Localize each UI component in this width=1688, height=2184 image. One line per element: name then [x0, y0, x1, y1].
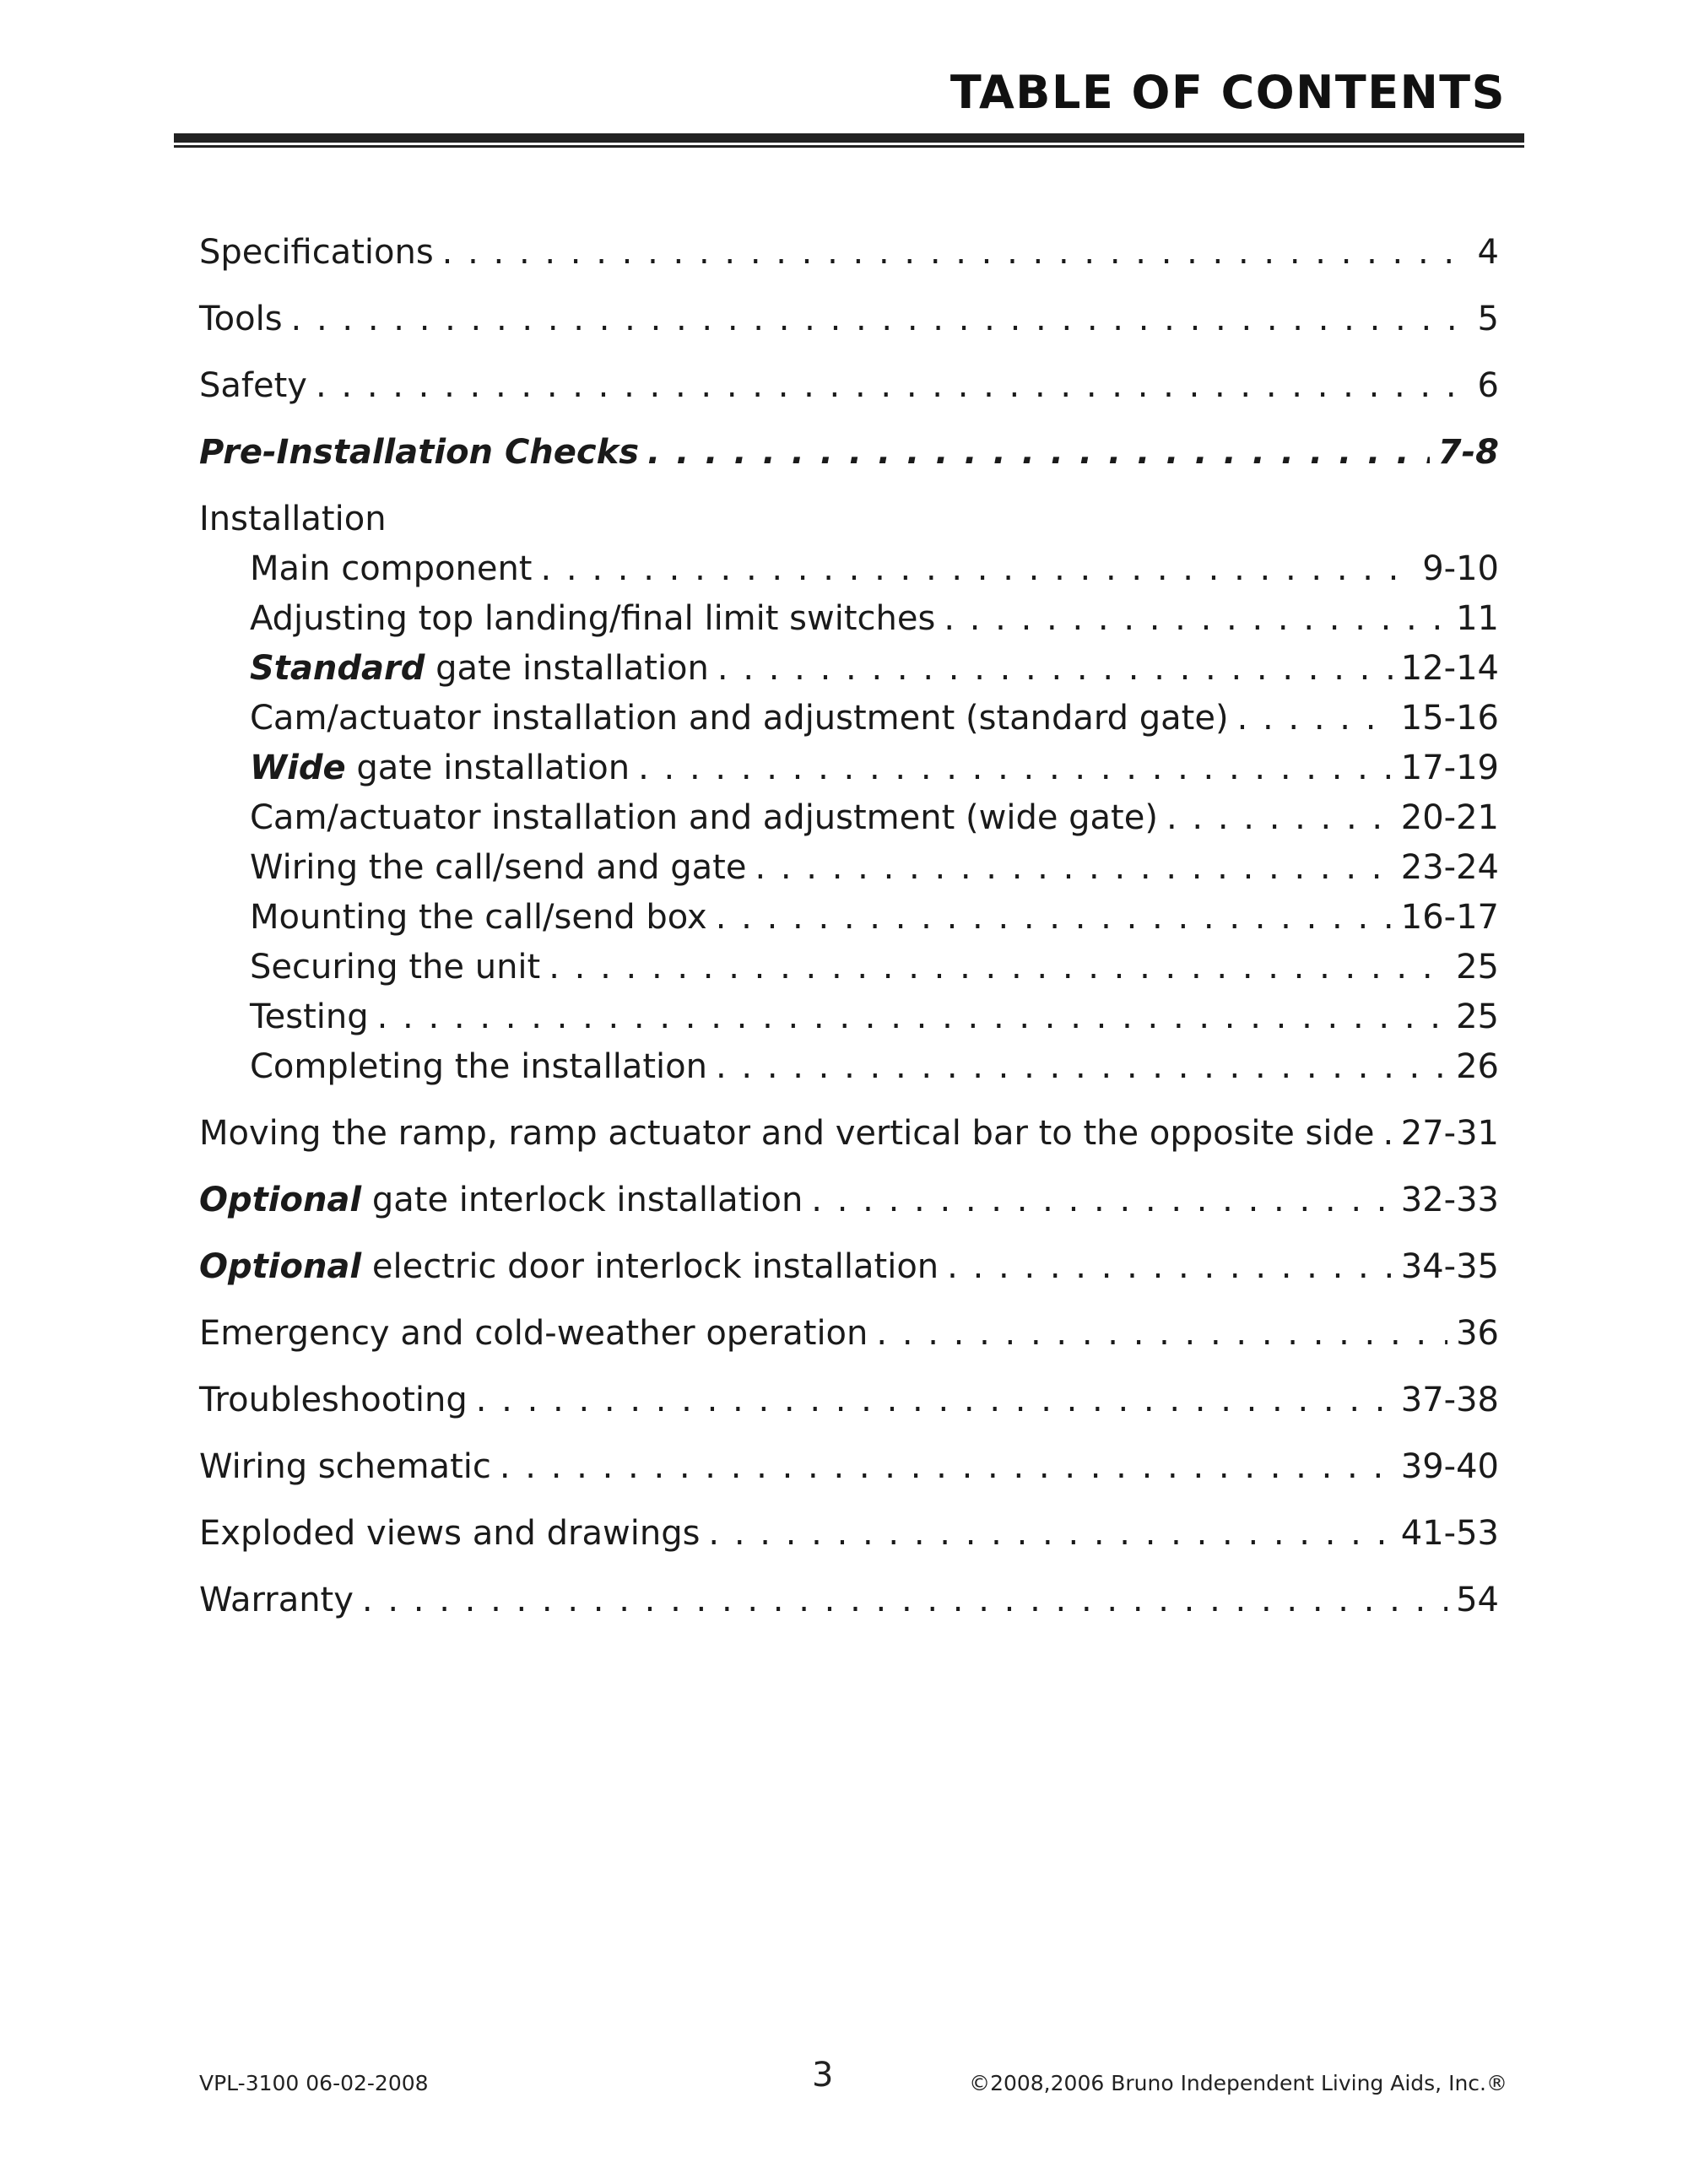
toc-entry-page: 9-10: [1422, 549, 1499, 588]
toc-entry-specifications[interactable]: [199, 233, 1499, 278]
toc-subentry[interactable]: [250, 798, 1499, 844]
toc-entry-label: Cam/actuator installation and adjustment (wide gate): [250, 798, 1158, 837]
toc-entry-page: 16-17: [1400, 898, 1499, 937]
page-title: TABLE OF CONTENTS: [950, 66, 1506, 119]
dot-leader: [876, 1314, 1447, 1353]
dot-leader: [362, 1581, 1447, 1619]
toc-entry-warranty[interactable]: [199, 1581, 1499, 1626]
toc-entry-label: Completing the installation: [250, 1047, 707, 1086]
toc-entry-label-text: gate installation: [356, 749, 630, 787]
footer-document-id: VPL-3100 06-02-2008: [199, 2071, 429, 2095]
toc-entry-optional-gate-interlock[interactable]: [199, 1181, 1499, 1226]
toc-entry-label: Exploded views and drawings: [199, 1514, 701, 1553]
toc-entry-label: Cam/actuator installation and adjustment (standard gate): [250, 699, 1229, 738]
toc-entry-page: 26: [1456, 1047, 1499, 1086]
toc-entry-exploded-views[interactable]: [199, 1514, 1499, 1560]
toc-entry-label: Wiring schematic: [199, 1447, 491, 1486]
toc-entry-pre-installation-checks[interactable]: [199, 433, 1499, 478]
toc-entry-page: 11: [1456, 599, 1499, 638]
dot-leader: [716, 898, 1393, 937]
dot-leader: [755, 848, 1392, 887]
dot-leader: [647, 433, 1430, 472]
toc-entry-tools[interactable]: [199, 300, 1499, 345]
toc-entry-label-text: gate installation: [436, 649, 709, 688]
toc-entry-label: Troubleshooting: [199, 1381, 468, 1419]
toc-entry-label: [199, 1247, 939, 1286]
toc-entry-page: 27-31: [1400, 1114, 1499, 1153]
toc-entry-page: 5: [1477, 300, 1499, 338]
toc-entry-label-text: electric door interlock installation: [371, 1247, 939, 1286]
toc-entry-page: 4: [1477, 233, 1499, 272]
toc-entry-page: 54: [1456, 1581, 1499, 1619]
toc-entry-label: Emergency and cold-weather operation: [199, 1314, 868, 1353]
toc-subentry[interactable]: [250, 699, 1499, 744]
toc-entry-label: Pre-Installation Checks: [199, 433, 640, 472]
dot-leader: [316, 366, 1469, 405]
footer-page-number: 3: [812, 2056, 834, 2095]
footer-copyright: ©2008,2006 Bruno Independent Living Aids, Inc.®: [969, 2071, 1507, 2095]
toc-subentry[interactable]: [250, 749, 1499, 794]
toc-entry-label: Securing the unit: [250, 948, 541, 987]
toc-subentry[interactable]: [250, 997, 1499, 1043]
dot-leader: [476, 1381, 1393, 1419]
toc-entry-page: 15-16: [1400, 699, 1499, 738]
toc-entry-page: 25: [1456, 997, 1499, 1036]
dot-leader: [1237, 699, 1393, 738]
toc-entry-page: 39-40: [1400, 1447, 1499, 1486]
toc-subentry[interactable]: [250, 848, 1499, 894]
dot-leader: [811, 1181, 1392, 1219]
toc-entry-page: 6: [1477, 366, 1499, 405]
toc-entry-emergency-operation[interactable]: [199, 1314, 1499, 1360]
toc-entry-page: 12-14: [1400, 649, 1499, 688]
toc-entry-page: 37-38: [1400, 1381, 1499, 1419]
dot-leader: [291, 300, 1469, 338]
dot-leader: [1166, 798, 1393, 837]
toc-entry-troubleshooting[interactable]: [199, 1381, 1499, 1426]
toc-subentry[interactable]: [250, 948, 1499, 993]
emphasis-text: Optional: [199, 1181, 362, 1219]
toc-entry-label: Testing: [250, 997, 369, 1036]
dot-leader: [500, 1447, 1393, 1486]
toc-entry-page: 34-35: [1400, 1247, 1499, 1286]
dot-leader: [708, 1514, 1392, 1553]
toc-subentry[interactable]: [250, 898, 1499, 943]
toc-subentry[interactable]: [250, 649, 1499, 695]
toc-entry-label: Wiring the call/send and gate: [250, 848, 747, 887]
toc-entry-page: 32-33: [1400, 1181, 1499, 1219]
toc-entry-label: Main component: [250, 549, 533, 588]
toc-entry-page: 41-53: [1400, 1514, 1499, 1553]
dot-leader: [442, 233, 1469, 272]
toc-entry-label: Tools: [199, 300, 283, 338]
dot-leader: [944, 599, 1447, 638]
toc-entry-page: 20-21: [1400, 798, 1499, 837]
emphasis-text: Standard: [250, 649, 425, 688]
toc-entry-wiring-schematic[interactable]: [199, 1447, 1499, 1493]
dot-leader: [638, 749, 1393, 787]
dot-leader: [1382, 1114, 1392, 1153]
toc-section-installation: Installation: [199, 500, 387, 538]
emphasis-text: Optional: [199, 1247, 362, 1286]
toc-entry-label: Warranty: [199, 1581, 354, 1619]
toc-entry-label: Moving the ramp, ramp actuator and vertical bar to the opposite side: [199, 1114, 1375, 1153]
dot-leader: [377, 997, 1447, 1036]
toc-entry-page: 36: [1456, 1314, 1499, 1353]
toc-entry-label: [250, 649, 709, 688]
toc-entry-page: 17-19: [1400, 749, 1499, 787]
toc-subentry[interactable]: [250, 1047, 1499, 1093]
toc-entry-page: 23-24: [1400, 848, 1499, 887]
toc-entry-label: [250, 749, 630, 787]
toc-entry-label-text: gate interlock installation: [371, 1181, 803, 1219]
toc-entry-label: Mounting the call/send box: [250, 898, 707, 937]
dot-leader: [947, 1247, 1393, 1286]
toc-entry-page: 7-8: [1437, 433, 1499, 472]
toc-entry-label: Specifications: [199, 233, 434, 272]
toc-entry-page: 25: [1456, 948, 1499, 987]
toc-entry-safety[interactable]: [199, 366, 1499, 412]
dot-leader: [717, 649, 1393, 688]
toc-entry-optional-door-interlock[interactable]: [199, 1247, 1499, 1293]
toc-entry-moving-ramp[interactable]: [199, 1114, 1499, 1160]
dot-leader: [541, 549, 1415, 588]
toc-subentry[interactable]: [250, 549, 1499, 595]
dot-leader: [549, 948, 1447, 987]
toc-entry-label: [199, 1181, 803, 1219]
emphasis-text: Wide: [250, 749, 346, 787]
toc-entry-label: Safety: [199, 366, 307, 405]
toc-subentry[interactable]: [250, 599, 1499, 645]
toc-entry-label: Adjusting top landing/final limit switches: [250, 599, 936, 638]
dot-leader: [716, 1047, 1447, 1086]
